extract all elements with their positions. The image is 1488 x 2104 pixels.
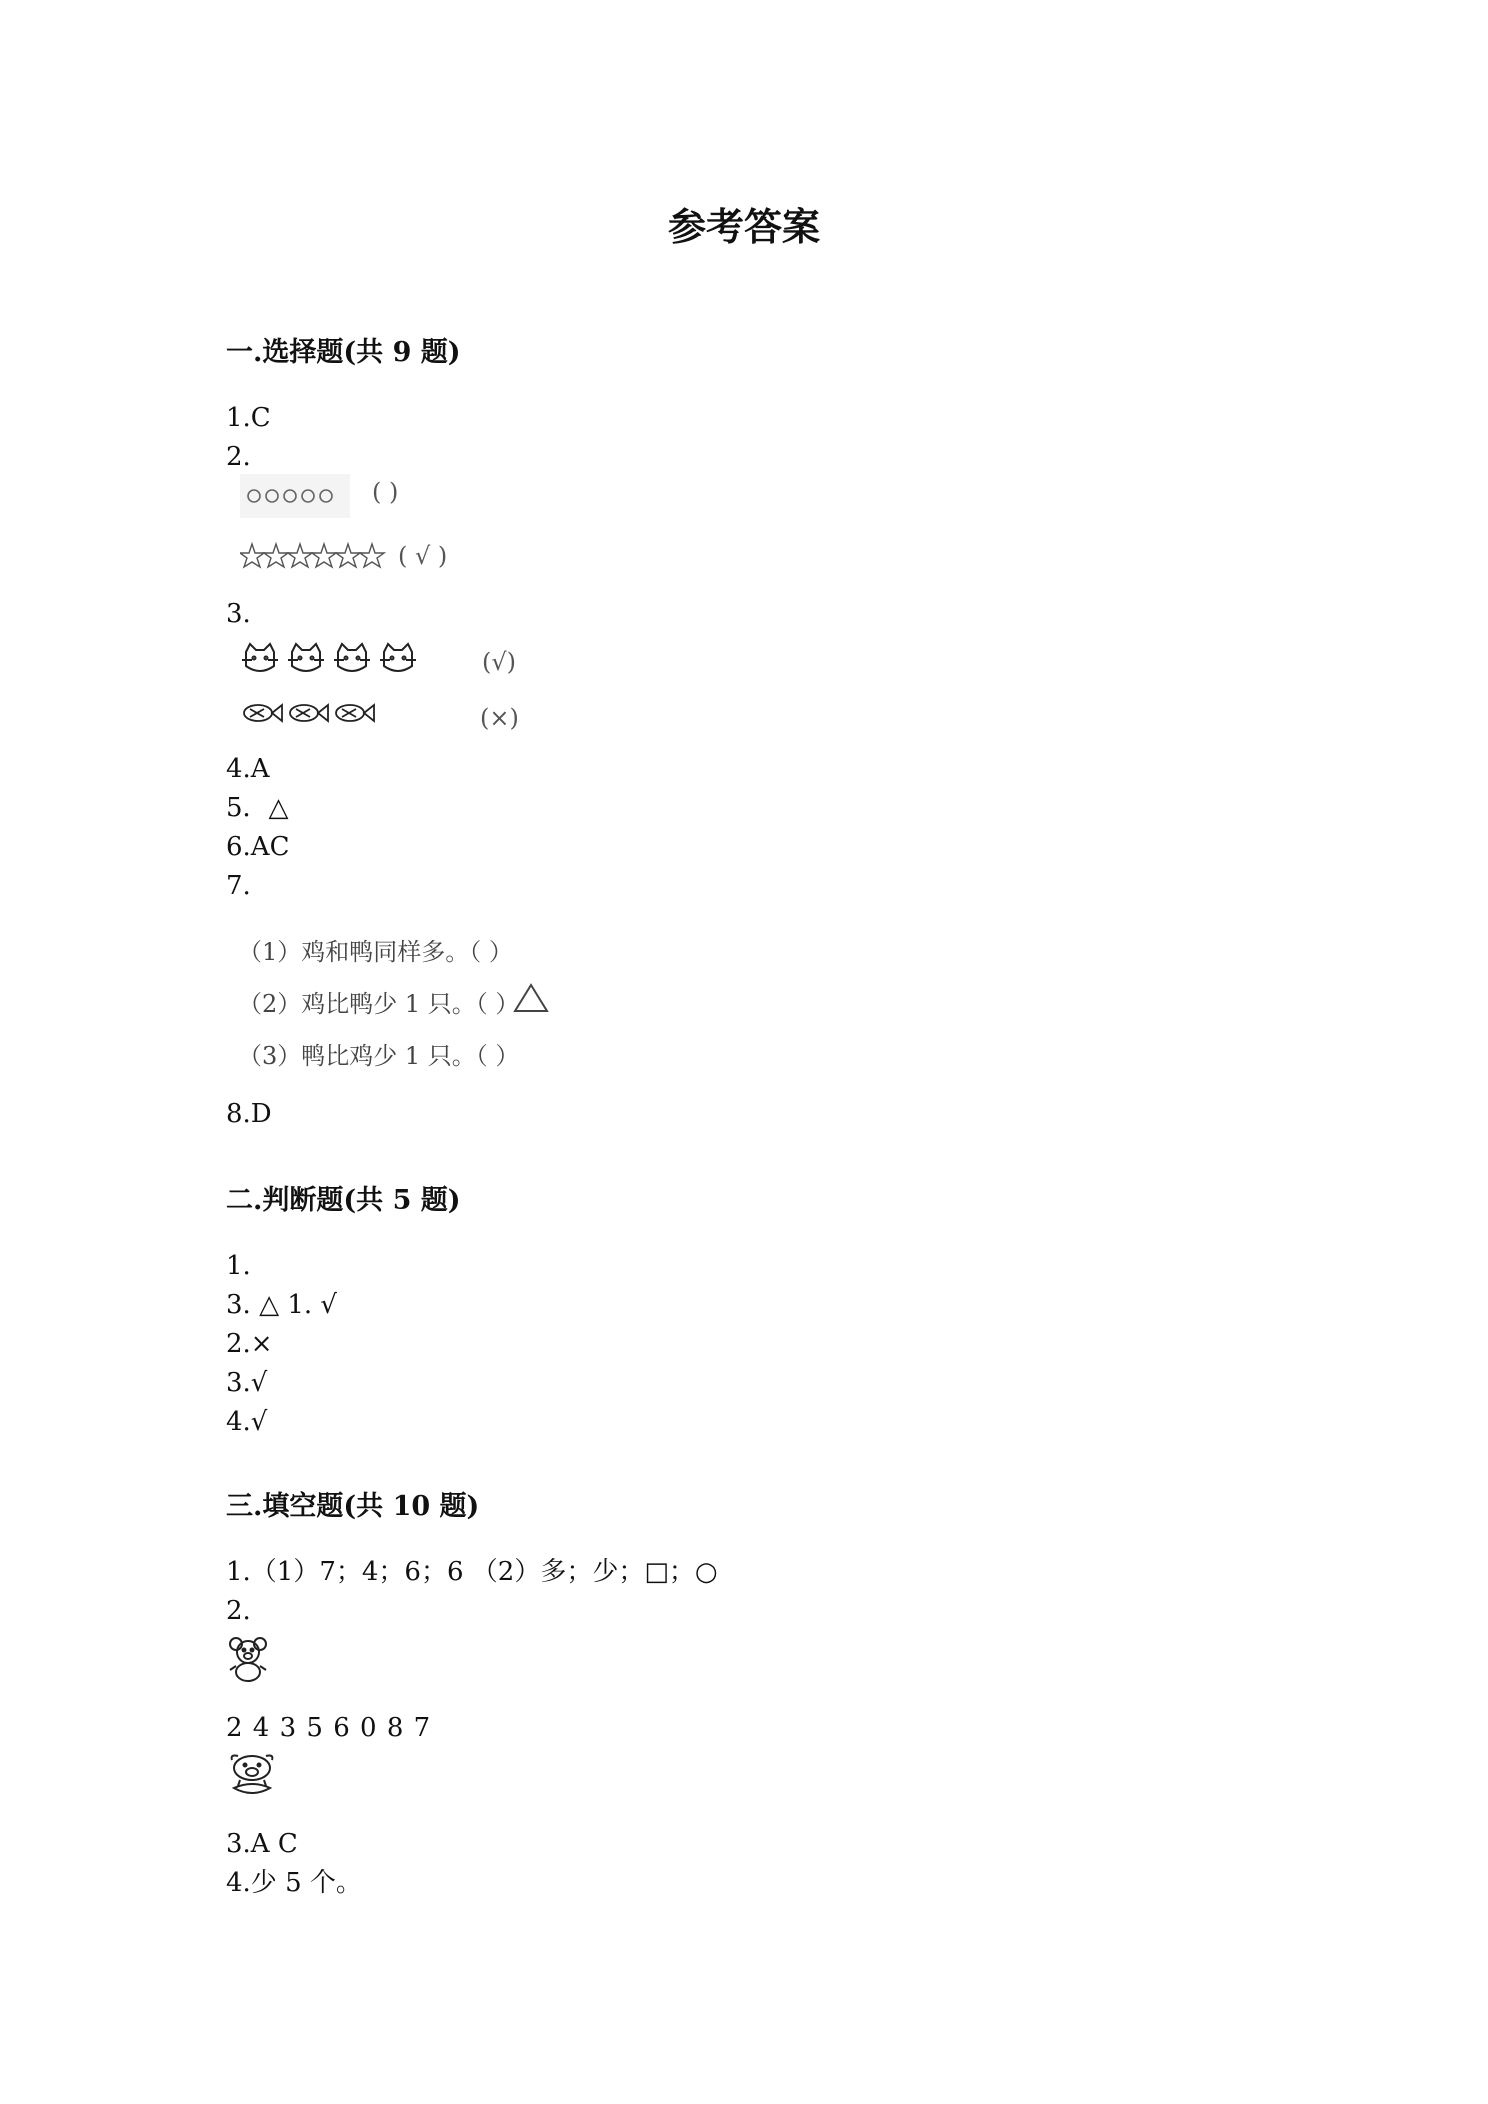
q2-row2-paren: ( √ ) [398, 542, 448, 570]
pig-icon [226, 1752, 278, 1798]
section-heading-choice: 一.选择题(共 9 题) [226, 337, 461, 368]
q2-row1-paren: ( ) [372, 478, 399, 506]
q3-row2-paren: (×) [480, 704, 519, 732]
q3-row1-paren: (√) [482, 648, 517, 676]
judge-line-1: 1. [226, 1251, 251, 1281]
fill-digits: 2 4 3 5 6 0 8 7 [226, 1713, 432, 1743]
answer-1-1: 1.C [226, 403, 271, 433]
triangle-icon [512, 982, 550, 1014]
answer-1-3: 3. [226, 599, 251, 629]
answer-1-2: 2. [226, 442, 251, 472]
judge-line-4: 3.√ [226, 1368, 268, 1398]
fill-answer-4: 4.少 5 个。 [226, 1868, 362, 1898]
five-circles-icon [240, 474, 350, 518]
q7-item-2: （2）鸡比鸭少 1 只。（ ） [238, 990, 520, 1018]
q7-item-1: （1）鸡和鸭同样多。（ ） [238, 938, 513, 966]
four-cats-icon [238, 640, 418, 680]
page-title: 参考答案 [667, 204, 820, 249]
fill-answer-1: 1.（1）7；4；6；6 （2）多；少；□；○ [226, 1557, 718, 1587]
three-fish-icon [240, 696, 380, 730]
six-stars-icon [240, 536, 392, 576]
judge-line-2: 3. △ 1. √ [226, 1290, 337, 1320]
answer-1-7: 7. [226, 871, 251, 901]
fill-answer-3: 3.A C [226, 1829, 298, 1859]
answer-1-5: 5．△ [226, 793, 289, 823]
q7-item-3: （3）鸭比鸡少 1 只。（ ） [238, 1042, 520, 1070]
judge-line-3: 2.× [226, 1329, 273, 1359]
answer-1-6: 6.AC [226, 832, 290, 862]
section-heading-judge: 二.判断题(共 5 题) [226, 1185, 461, 1216]
answer-1-4: 4.A [226, 754, 270, 784]
fill-answer-2: 2. [226, 1596, 251, 1626]
answer-1-8: 8.D [226, 1099, 272, 1129]
bear-icon [226, 1636, 270, 1682]
section-heading-fill: 三.填空题(共 10 题) [226, 1491, 480, 1522]
judge-line-5: 4.√ [226, 1407, 268, 1437]
